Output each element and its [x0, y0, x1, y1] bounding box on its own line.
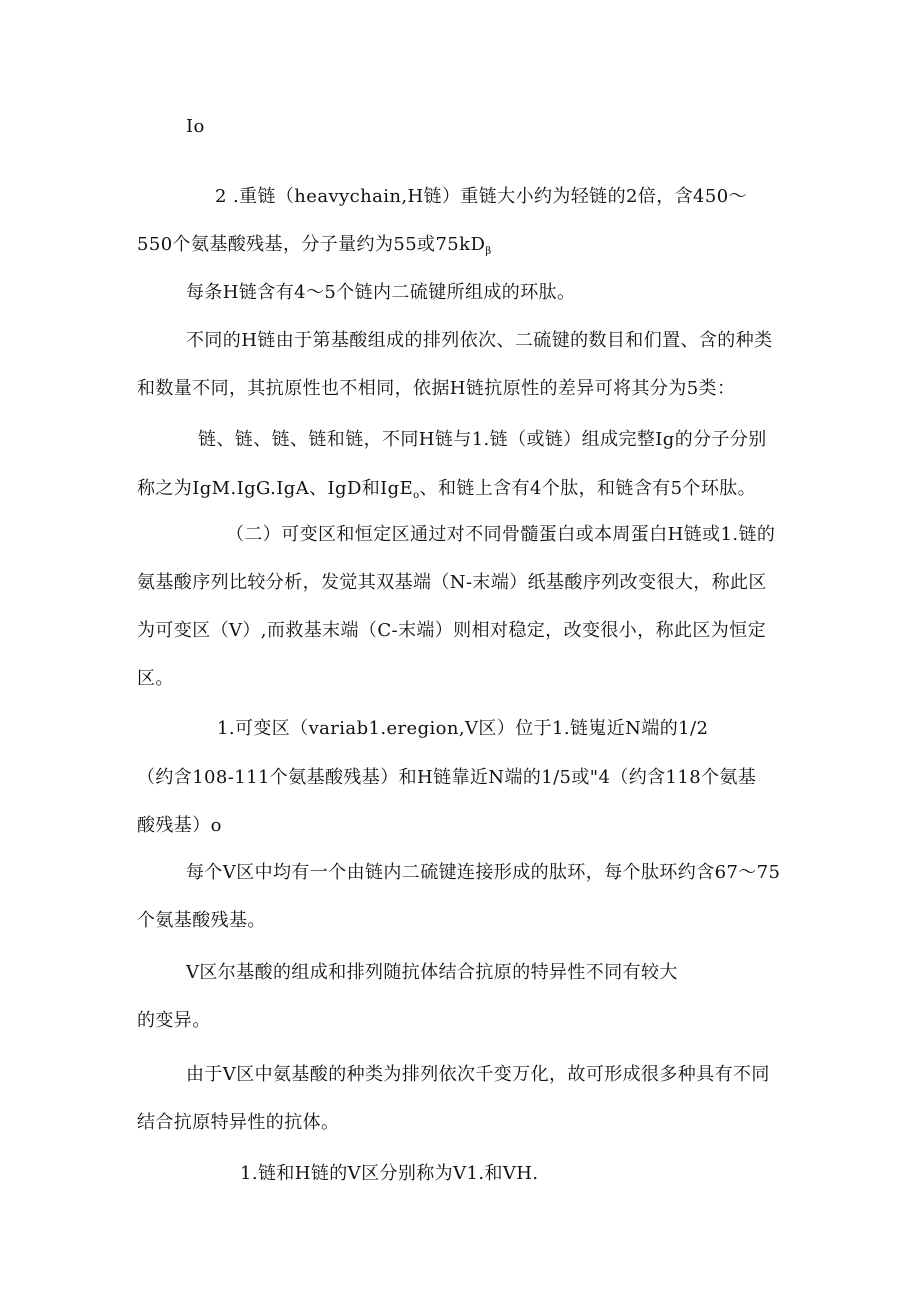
text-line: 2 .重链（heavychain,H链）重链大小约为轻链的2倍，含450～: [215, 186, 747, 207]
text-line: Io: [186, 116, 205, 137]
text-segment: 称之为IgM.IgG.IgA、IgD和IgE: [137, 478, 414, 499]
text-line: 1.链和H链的V区分别称为V1.和VH.: [240, 1163, 539, 1184]
text-line: 为可变区（V）,而救基末端（C-末端）则相对稳定，改变很小，称此区为恒定: [137, 620, 766, 641]
subscript: β: [485, 246, 492, 257]
text-line: V区尔基酸的组成和排列随抗体结合抗原的特异性不同有较大: [186, 962, 678, 983]
text-line: 不同的H链由于第基酸组成的排列依次、二硫键的数目和们置、含的种类: [186, 330, 773, 351]
text-line: 结合抗原特异性的抗体。: [137, 1112, 340, 1133]
subscript: o: [413, 490, 420, 501]
text-line: 每个V区中均有一个由链内二硫键连接形成的肽环，每个肽环约含67～75: [186, 862, 781, 883]
text-line: [137, 476, 756, 509]
text-line: 个氨基酸残基。: [137, 910, 266, 931]
text-line: 区。: [137, 668, 174, 689]
text-line: 氨基酸序列比较分析，发觉其双基端（N-末端）纸基酸序列改变很大，称此区: [137, 572, 767, 593]
text-line: 每条H链含有4～5个链内二硫键所组成的环肽。: [186, 282, 576, 303]
text-line: （约含108-111个氨基酸残基）和H链靠近N端的1/5或"4（约含118个氨基: [137, 767, 757, 788]
text-line: （二）可变区和恒定区通过对不同骨髓蛋白或本周蛋白H链或1.链的: [226, 524, 776, 545]
text-line: 酸残基）o: [137, 815, 222, 836]
text-line: 链、链、链、链和链，不同H链与1.链（或链）组成完整Ig的分子分别: [198, 429, 767, 450]
text-line: 的变异。: [137, 1010, 211, 1031]
text-line: 1.可变区（variab1.eregion,V区）位于1.链嵬近N端的1/2: [217, 718, 709, 739]
text-line: 由于V区中氨基酸的种类为排列依次千变万化，故可形成很多种具有不同: [186, 1064, 770, 1085]
text-line: 和数量不同，其抗原性也不相同，依据H链抗原性的差异可将其分为5类：: [137, 378, 736, 399]
text-segment: 、和链上含有4个肽，和链含有5个环肽。: [419, 478, 757, 499]
text-segment: 550个氨基酸残基，分子量约为55或75kD: [137, 234, 486, 255]
text-line: [137, 232, 492, 265]
